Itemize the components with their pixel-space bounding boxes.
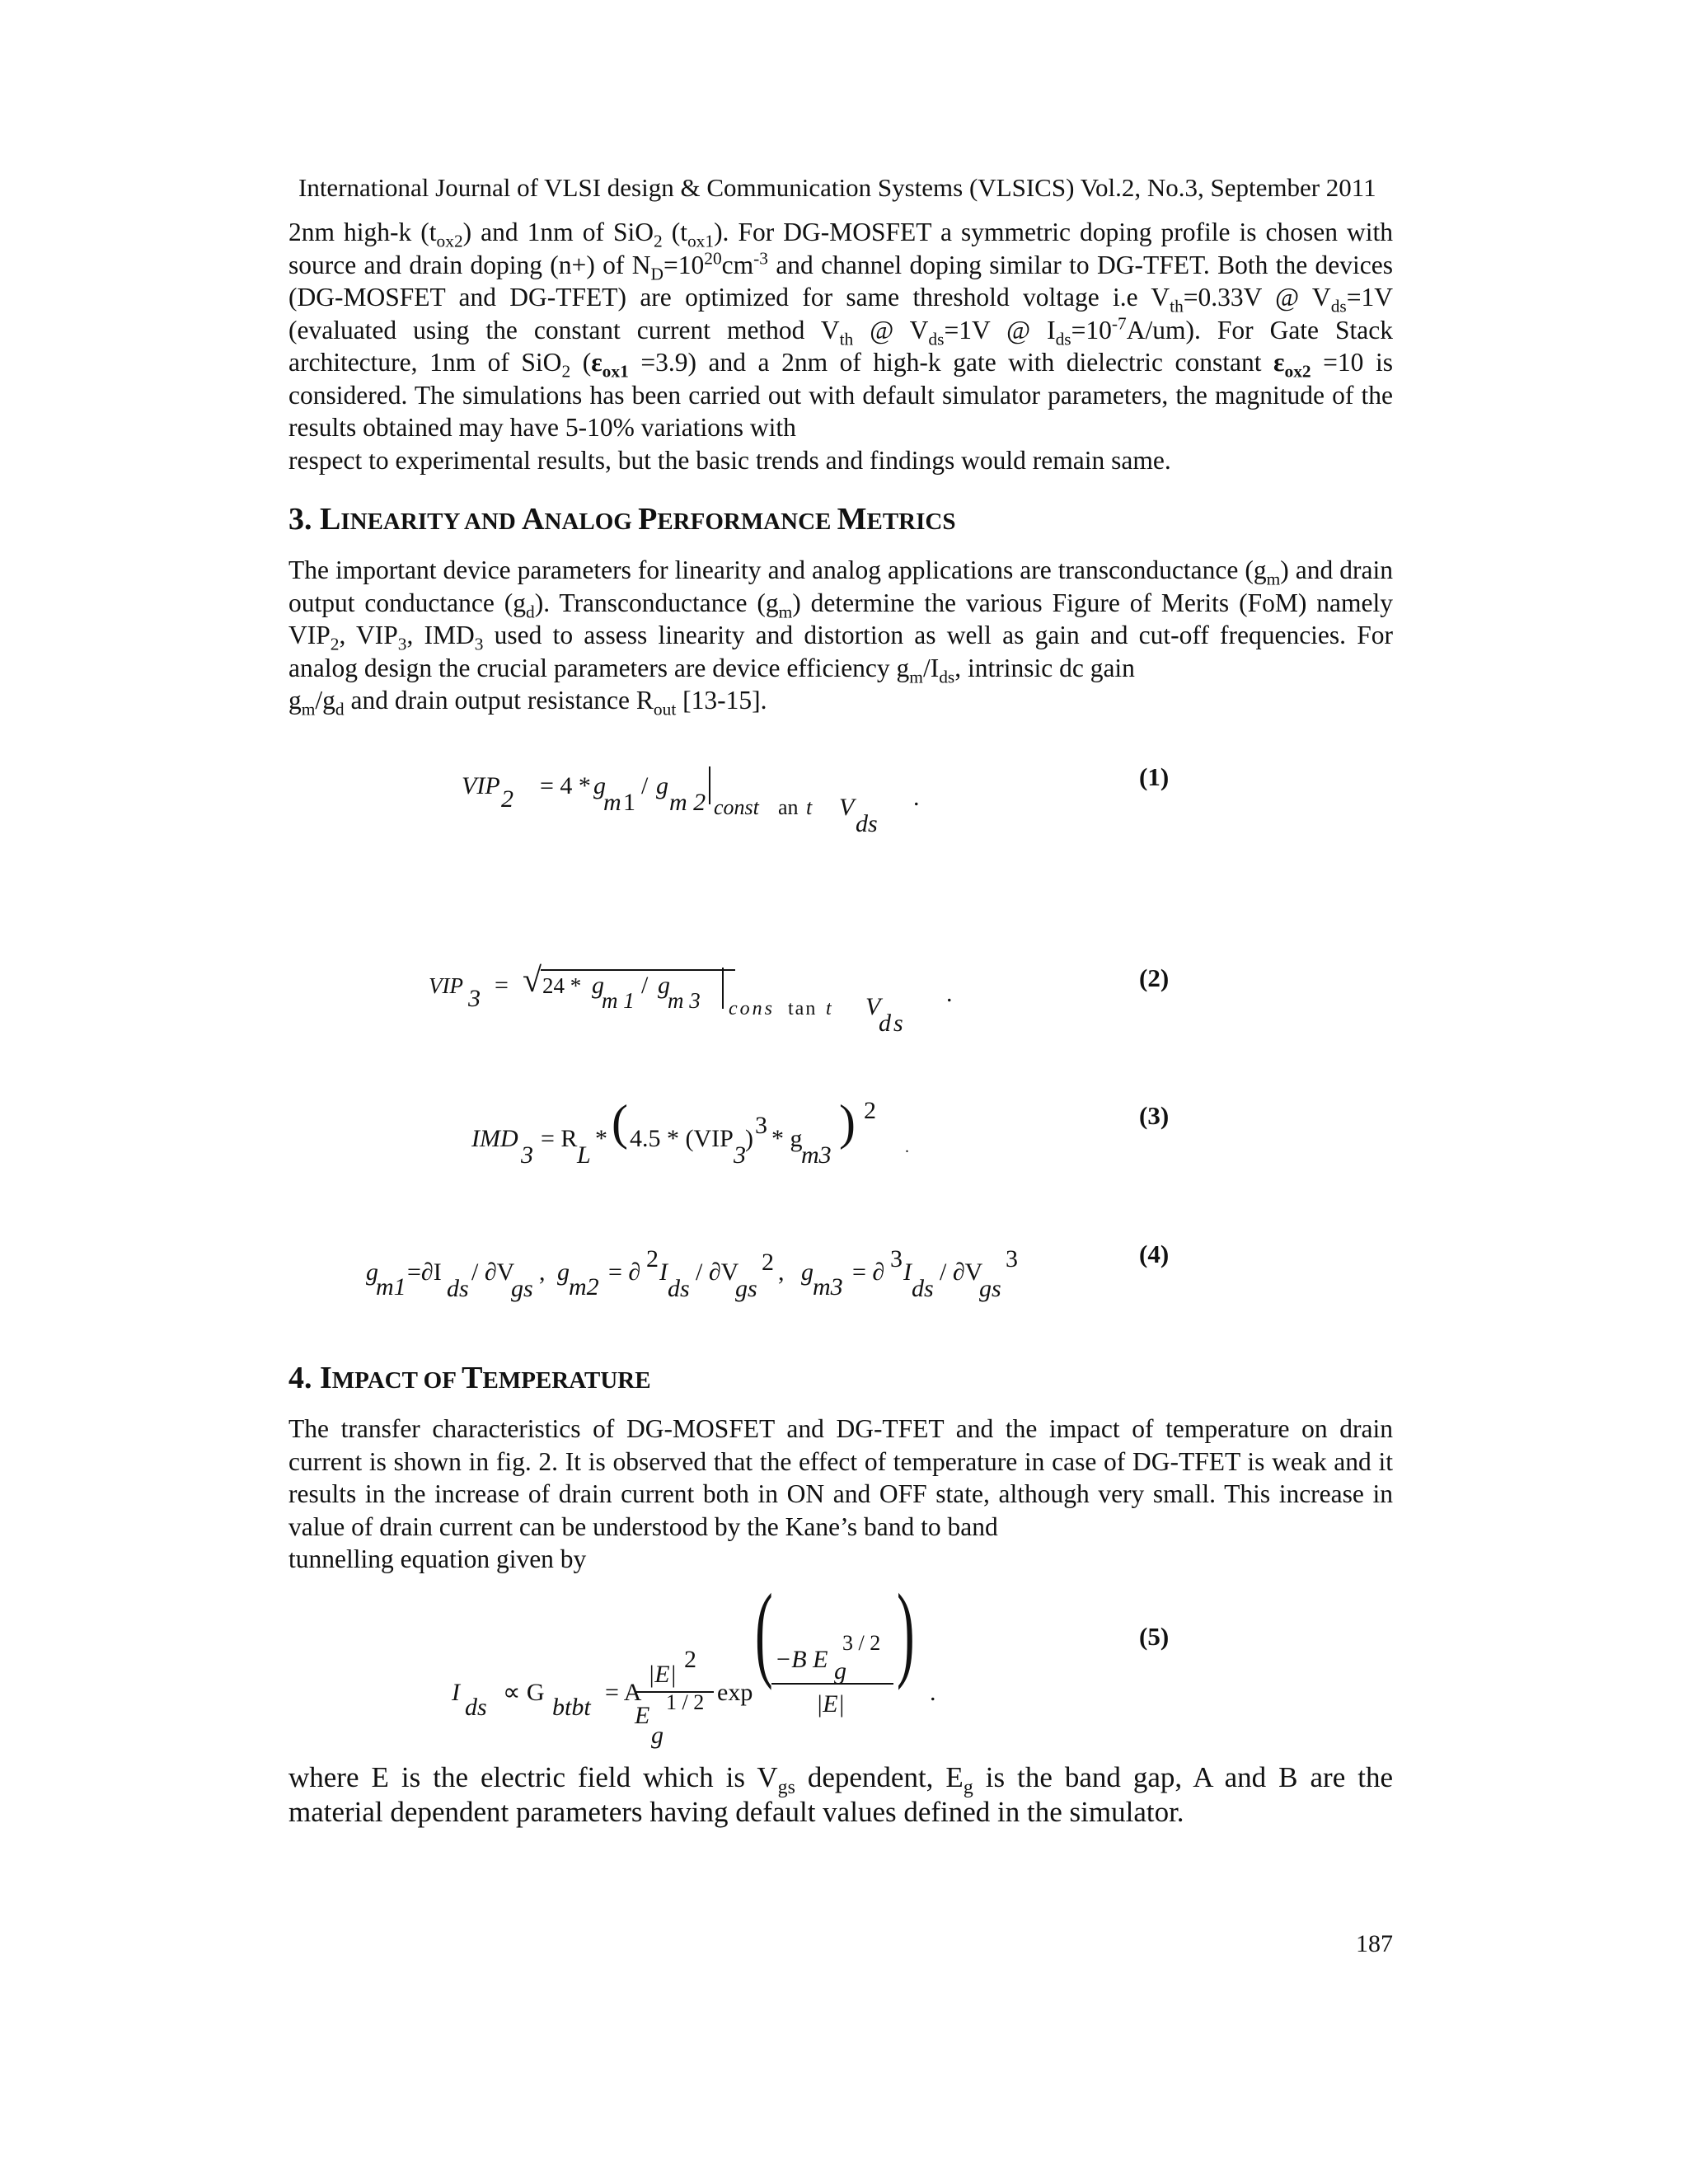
equation-5: I ds ∝ G btbt = A |E| 2 E g 1 / 2 exp ( −B E 3 / 2 g |E| ) .	[452, 1572, 936, 1749]
equation-3-number: (3)	[1139, 1101, 1170, 1130]
page-number: 187	[1356, 1930, 1393, 1957]
equation-2: VIP 3 = √ 24 * g m 1 / g m 3 cons tan t V ds .	[429, 962, 953, 1037]
equation-2-number: (2)	[1139, 963, 1170, 992]
intro-paragraph: 2nm high-k $(t_{ox2})$ and 1nm of SiO$_2$ $(t_{ox1})$. For DG-MOSFET a symmetric doping profile is chosen with source and drain doping (n+) of $N_D=10^{20}cm^{-3}$ and channel doping similar to DG-TFET. Both the devices (DG-MOSFET and DG-TFET) are optimized for same threshold voltage i.e $V_{th}=0.33V$ @ $V_{ds}=1V$ (evaluated using the constant current method $V_{th}$ @ $V_{ds}=1V$ @ $I_{ds}=10^{-7}A/um$). For Gate Stack architecture, 1nm of SiO$_2$ $(\varepsilon_{ox1} =3.9)$ and a 2nm of high-k gate with dielectric constant $\varepsilon_{ox2} =10$ is considered. The simulations has been carried out with default simulator parameters, the magnitude of the results obtained may have 5-10% variations with respect to experimental results, but the basic trends and findings would remain same.	[288, 218, 1393, 475]
equation-4-number: (4)	[1139, 1240, 1170, 1268]
equation-5-number: (5)	[1139, 1622, 1170, 1651]
equation-1-number: (1)	[1139, 762, 1170, 791]
journal-header: International Journal of VLSI design & Communication Systems (VLSICS) Vol.2, No.3, September 2011	[298, 173, 1376, 202]
section-3-heading: 3. LINEARITY AND ANALOG PERFORMANCE METRICS	[288, 502, 956, 537]
linearity-paragraph: The important device parameters for linearity and analog applications are transconductance $(g_m)$ and drain output conductance $(g_d)$. Transconductance $(g_m)$ determine the various Figure of Merits (FoM) namely $VIP_2$, $VIP_3$, $IMD_3$ used to assess linearity and distortion as well as gain and cut-off frequencies. For analog design the crucial parameters are device efficiency $g_m/I_{ds}$, intrinsic dc gain $g_m/g_d$ and drain output resistance $R_{out}$ [13-15].	[288, 555, 1393, 719]
temperature-paragraph: The transfer characteristics of DG-MOSFET and DG-TFET and the impact of temperature on drain current is shown in fig. 2. It is observed that the effect of temperature in case of DG-TFET is weak and it results in the increase of drain current both in ON and OFF state, although very small. This increase in value of drain current can be understood by the Kane’s band to band tunnelling equation given by	[288, 1414, 1393, 1573]
equation-4: g m1 =∂I ds / ∂V gs , g m2 = ∂ 2 I ds / ∂V gs 2 , g m3 = ∂ 3 I ds / ∂V gs 3	[366, 1245, 1018, 1302]
section-4-heading: 4. IMPACT OF TEMPERATURE	[288, 1361, 651, 1395]
equation-3: IMD 3 = R L * ( 4.5 * (VIP 3 ) 3 * g m3 ) 2 .	[471, 1095, 909, 1169]
closing-paragraph: where E is the electric field which is $V_{gs}$ dependent, $E_g$ is the band gap, A and B are the material dependent parameters having default values defined in the simulator.	[288, 1761, 1393, 1828]
equation-1: VIP 2 = 4 * g m 1 / g m 2 const an t V ds .	[462, 766, 956, 832]
